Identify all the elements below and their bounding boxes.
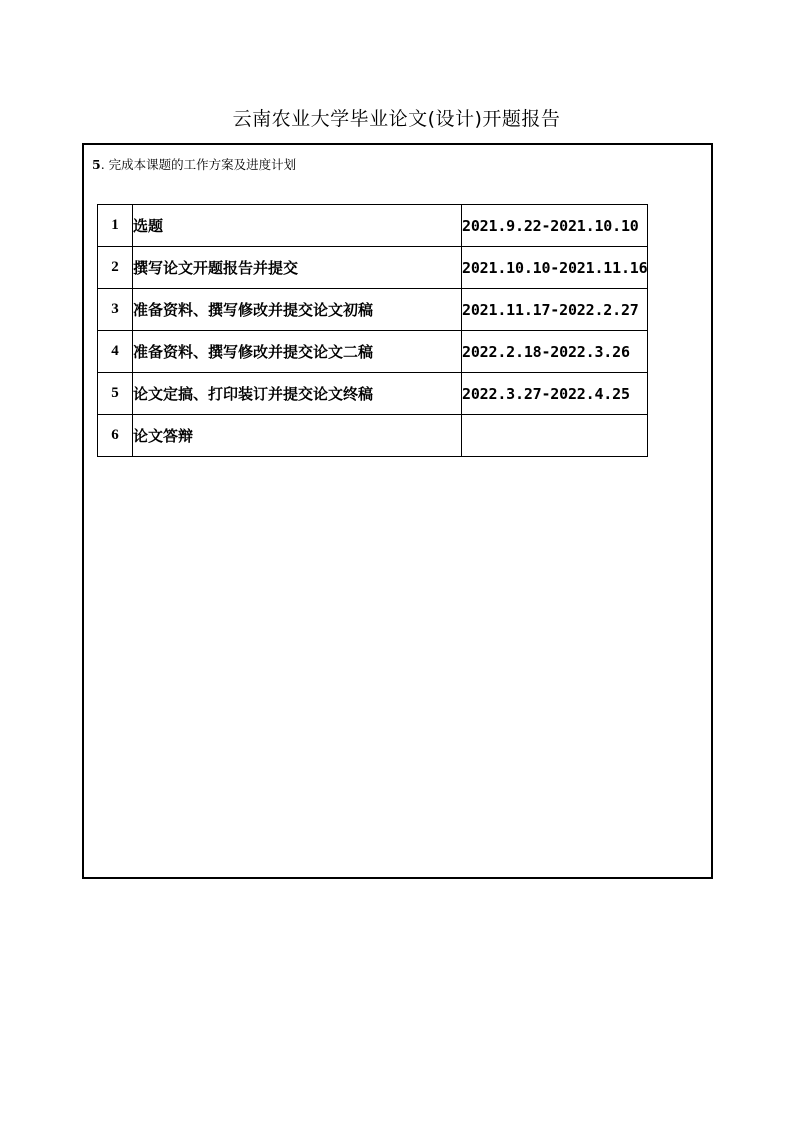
report-frame	[82, 143, 713, 879]
task-cell: 撰写论文开题报告并提交	[133, 247, 462, 289]
schedule-table	[97, 204, 648, 457]
page-title: 云南农业大学毕业论文(设计)开题报告	[232, 108, 561, 130]
task-cell: 选题	[133, 205, 462, 247]
period-cell: 2021.11.17-2022.2.27	[462, 289, 648, 331]
row-number: 6	[98, 415, 133, 457]
table-row	[98, 247, 648, 289]
section-number: 5	[92, 157, 101, 172]
period-cell: 2022.3.27-2022.4.25	[462, 373, 648, 415]
row-number: 1	[98, 205, 133, 247]
table-row	[98, 415, 648, 457]
section-heading	[92, 155, 296, 173]
row-number: 2	[98, 247, 133, 289]
period-cell: 2022.2.18-2022.3.26	[462, 331, 648, 373]
task-cell: 准备资料、撰写修改并提交论文初稿	[133, 289, 462, 331]
task-cell: 论文定搞、打印装订并提交论文终稿	[133, 373, 462, 415]
section-label: . 完成本课题的工作方案及进度计划	[100, 157, 297, 172]
period-cell: 2021.9.22-2021.10.10	[462, 205, 648, 247]
task-cell: 论文答辩	[133, 415, 462, 457]
period-cell: 2021.10.10-2021.11.16	[462, 247, 648, 289]
row-number: 3	[98, 289, 133, 331]
table-row	[98, 289, 648, 331]
period-cell	[462, 415, 648, 457]
table-row	[98, 205, 648, 247]
table-row	[98, 373, 648, 415]
row-number: 4	[98, 331, 133, 373]
table-row	[98, 331, 648, 373]
row-number: 5	[98, 373, 133, 415]
task-cell: 准备资料、撰写修改并提交论文二稿	[133, 331, 462, 373]
